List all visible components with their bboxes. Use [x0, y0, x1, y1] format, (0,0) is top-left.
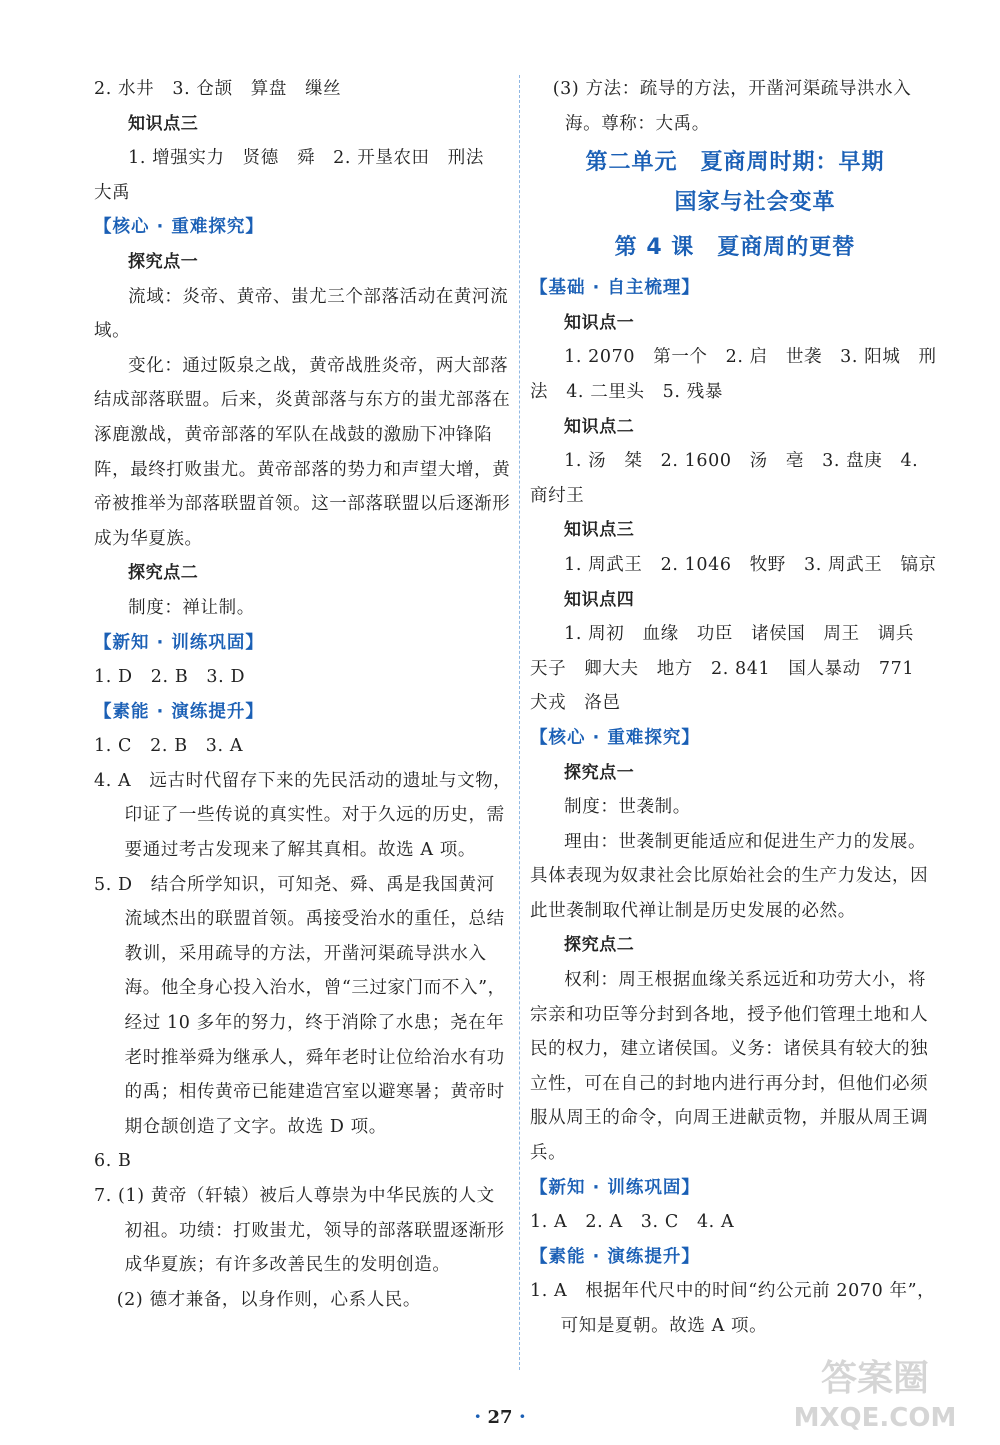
answer-line: 1. D 2. B 3. D: [94, 667, 246, 688]
section-header: 【核心 · 重难探究】: [94, 217, 264, 238]
section-header: 【基础 · 自主梳理】: [530, 278, 700, 299]
answer-line: (2) 德才兼备，以身作则，心系人民。: [116, 1289, 422, 1310]
answer-line: 2. 水井 3. 仓颉 算盘 缫丝: [94, 79, 342, 99]
answer-line: 1. 周初 血缘 功臣 诸侯国 周王 调兵 天子 卿大夫 地方 2. 841 国人暴动 771 犬戎 洛邑: [530, 624, 933, 714]
answer-line: 1. C 2. B 3. A: [94, 736, 244, 757]
knowledge-point-heading: 探究点二: [564, 935, 635, 956]
watermark-logo: [780, 1342, 970, 1437]
answer-line: (3) 方法：疏导的方法，开凿河渠疏导洪水入海。尊称：大禹。: [552, 79, 912, 134]
answer-line: 制度：世袭制。: [564, 797, 691, 818]
page-dot-right: ·: [518, 1404, 526, 1428]
left-column: [94, 72, 512, 1317]
column-divider: [519, 75, 520, 1370]
answer-line: 4. A 远古时代留存下来的先民活动的遗址与文物，印证了一些传说的真实性。对于久远的历史，需要通过考古发现来了解其真相。故选 A 项。: [94, 770, 512, 861]
unit-title: 国家与社会变革: [674, 190, 836, 216]
section-header: 【素能 · 演练提升】: [530, 1246, 700, 1267]
answer-line: 1. 2070 第一个 2. 启 世袭 3. 阳城 刑法 4. 二里头 5. 残暴: [530, 347, 937, 402]
knowledge-point-heading: 知识点一: [564, 312, 635, 333]
answer-line: 1. A 根据年代尺中的时间“约公元前 2070 年”，可知是夏朝。故选 A 项。: [530, 1281, 936, 1336]
watermark-line1: 答案圈: [820, 1358, 930, 1399]
answer-line: 变化：通过阪泉之战，黄帝战胜炎帝，两大部落结成部落联盟。后来，炎黄部落与东方的蚩尤部落在涿鹿激战，黄帝部落的军队在战鼓的激励下冲锋陷阵，最终打败蚩尤。黄帝部落的势力和声望大增，黄帝被推举为部落联盟首领。这一部落联盟以后逐渐形成为华夏族。: [94, 355, 511, 549]
section-header: 【素能 · 演练提升】: [94, 701, 264, 722]
answer-line: 5. D 结合所学知识，可知尧、舜、禹是我国黄河流域杰出的联盟首领。禹接受治水的重任，总结教训，采用疏导的方法，开凿河渠疏导洪水入海。他全身心投入治水，曾“三过家门而不入”，经过 10 多年的努力，终于消除了水患；尧在年老时推举舜为继承人，舜年老时让位给治水有功的禹；相传黄帝已能建造宫室以避寒暑；黄帝时期仓颉创造了文字。故选 D 项。: [94, 874, 506, 1137]
right-column: [530, 72, 940, 1344]
lesson-title: 第 4 课 夏商周的更替: [614, 235, 856, 261]
answer-line: 理由：世袭制更能适应和促进生产力的发展。具体表现为奴隶社会比原始社会的生产力发达，因此世袭制取代禅让制是历史发展的必然。: [530, 831, 929, 921]
answer-line: 6. B: [94, 1151, 132, 1172]
page-number-text: 27: [487, 1407, 513, 1428]
answer-line: 1. 增强实力 贤德 舜 2. 开垦农田 刑法 大禹: [94, 148, 503, 203]
section-header: 【核心 · 重难探究】: [530, 727, 700, 748]
knowledge-point-heading: 探究点一: [564, 762, 635, 783]
answer-line: 7. (1) 黄帝（轩辕）被后人尊崇为中华民族的人文初祖。功绩：打败蚩尤，领导的部落联盟逐渐形成华夏族；有许多改善民生的发明创造。: [94, 1186, 505, 1276]
unit-title: 第二单元 夏商周时期：早期: [585, 150, 885, 176]
answer-line: 1. A 2. A 3. C 4. A: [530, 1212, 735, 1233]
knowledge-point-heading: 知识点三: [564, 520, 635, 541]
answer-line: 1. 汤 桀 2. 1600 汤 亳 3. 盘庚 4. 商纣王: [530, 451, 919, 506]
answer-line: 流域：炎帝、黄帝、蚩尤三个部落活动在黄河流域。: [94, 286, 509, 342]
knowledge-point-heading: 探究点二: [128, 563, 199, 584]
answer-line: 1. 周武王 2. 1046 牧野 3. 周武王 镐京: [564, 554, 937, 575]
answer-line: 权利：周王根据血缘关系远近和功劳大小，将宗亲和功臣等分封到各地，授予他们管理土地和人民的权力，建立诸侯国。义务：诸侯具有较大的独立性，可在自己的封地内进行再分封，但他们必须服从周王的命令，向周王进献贡物，并服从周王调兵。: [530, 970, 929, 1164]
page-dot-left: ·: [474, 1404, 482, 1428]
knowledge-point-heading: 知识点四: [564, 589, 635, 610]
knowledge-point-heading: 探究点一: [128, 251, 199, 272]
knowledge-point-heading: 知识点三: [128, 113, 199, 134]
section-header: 【新知 · 训练巩固】: [530, 1177, 700, 1198]
section-header: 【新知 · 训练巩固】: [94, 632, 264, 653]
watermark-line2: MXQE.COM: [793, 1403, 957, 1433]
answer-line: 制度：禅让制。: [128, 597, 255, 618]
knowledge-point-heading: 知识点二: [564, 416, 635, 437]
